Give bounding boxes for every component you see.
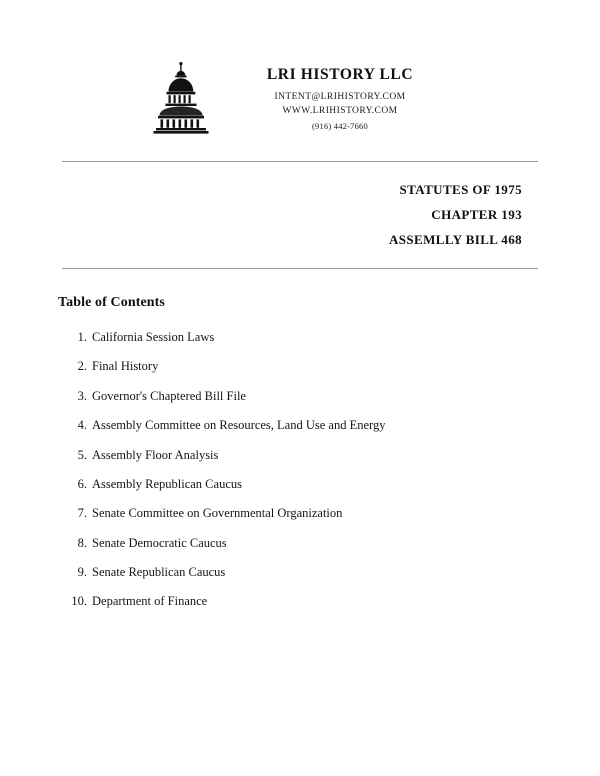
toc-item-label: Final History [92,359,159,374]
toc-item-label: Assembly Committee on Resources, Land Use and Energy [92,418,386,433]
organization-email: INTENT@LRIHISTORY.COM [274,92,406,102]
statute-heading [0,162,600,248]
list-item[interactable] [66,505,600,522]
list-item[interactable] [66,593,600,610]
toc-item-label: Senate Committee on Governmental Organization [92,506,343,521]
toc-item-label: California Session Laws [92,330,215,344]
list-item[interactable] [66,388,600,405]
list-item[interactable] [66,564,600,581]
organization-block [225,58,455,131]
toc-item-label: Assembly Republican Caucus [92,476,242,491]
table-of-contents-list [0,329,600,610]
list-item[interactable] [66,329,600,346]
masthead [0,0,600,131]
organization-name: LRI HISTORY LLC [266,66,414,83]
toc-item-label: Department of Finance [92,594,208,609]
toc-item-label: Assembly Floor Analysis [92,447,219,462]
statute-chapter: CHAPTER 193 [431,207,522,222]
organization-phone: (916) 442-7660 [312,121,368,131]
statute-bill: ASSEMLLY BILL 468 [389,232,522,247]
divider-bottom [62,268,538,269]
table-of-contents-title: Table of Contents [58,295,165,310]
list-item[interactable] [66,358,600,375]
toc-item-label: Governor's Chaptered Bill File [92,388,246,403]
list-item[interactable] [66,447,600,464]
statute-year: STATUTES OF 1975 [399,182,522,197]
capitol-dome-icon [145,62,219,134]
toc-item-label: Senate Democratic Caucus [92,535,227,550]
list-item[interactable] [66,476,600,493]
list-item[interactable] [66,535,600,552]
list-item[interactable] [66,417,600,434]
organization-website: WWW.LRIHISTORY.COM [282,106,398,116]
toc-item-label: Senate Republican Caucus [92,565,226,579]
